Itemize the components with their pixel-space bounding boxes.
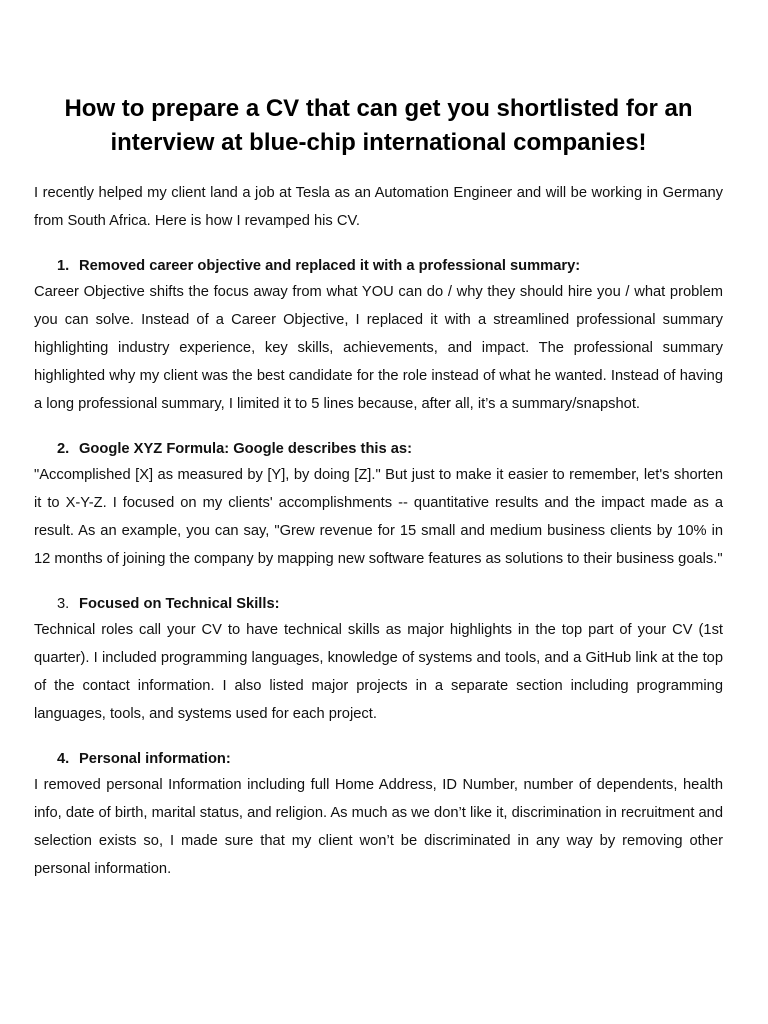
intro-paragraph: I recently helped my client land a job at Tesla as an Automation Engineer and will be working in Germany from South Africa. Here is how I revamped his CV. xyxy=(34,185,723,229)
section-heading xyxy=(57,437,723,461)
section-4 xyxy=(34,747,723,883)
section-body: Career Objective shifts the focus away from what YOU can do / why they should hire you / what problem you can solve. Instead of a Career Objective, I replaced it with a streamlined professional summary highlighting industry experience, key skills, achievements, and impact. The professional summary highlighted why my client was the best candidate for the role instead of what he wanted. Instead of having a long professional summary, I limited it to 5 lines because, after all, it’s a summary/snapshot. xyxy=(34,284,723,412)
section-body: Technical roles call your CV to have technical skills as major highlights in the top part of your CV (1st quarter). I included programming languages, knowledge of systems and tools, and a GitHub link at the top of the contact information. I also listed major projects in a separate section including programming languages, tools, and systems used for each project. xyxy=(34,622,723,722)
section-number: 2. xyxy=(57,441,70,457)
section-body: "Accomplished [X] as measured by [Y], by doing [Z]." But just to make it easier to remember, let's shorten it to X-Y-Z. I focused on my clients' accomplishments -- quantitative results and the impact made as a result. As an example, you can say, "Grew revenue for 15 small and medium business clients by 10% in 12 months of joining the company by mapping new software features as solutions to their business goals." xyxy=(34,467,723,567)
document-title: How to prepare a CV that can get you shortlisted for an interview at blue-chip international companies! xyxy=(64,95,693,156)
section-body: I removed personal Information including full Home Address, ID Number, number of dependents, health info, date of birth, marital status, and religion. As much as we don’t like it, discrimination in recruitment and selection exists so, I made sure that my client won’t be discriminated in any way by removing other personal information. xyxy=(34,777,724,877)
section-heading-text: Removed career objective and replaced it with a professional summary: xyxy=(79,258,581,274)
section-heading xyxy=(57,592,723,616)
section-heading-text: Personal information: xyxy=(79,751,231,767)
document-page xyxy=(34,92,723,902)
section-2 xyxy=(34,437,723,573)
section-3 xyxy=(34,592,723,728)
section-heading-text: Google XYZ Formula: Google describes this as: xyxy=(79,441,412,457)
section-heading xyxy=(57,254,723,278)
section-1 xyxy=(34,254,723,418)
section-number: 4. xyxy=(57,751,70,767)
section-heading-text: Focused on Technical Skills: xyxy=(79,596,280,612)
section-number: 1. xyxy=(57,258,70,274)
section-heading xyxy=(57,747,723,771)
section-number: 3. xyxy=(57,596,70,612)
